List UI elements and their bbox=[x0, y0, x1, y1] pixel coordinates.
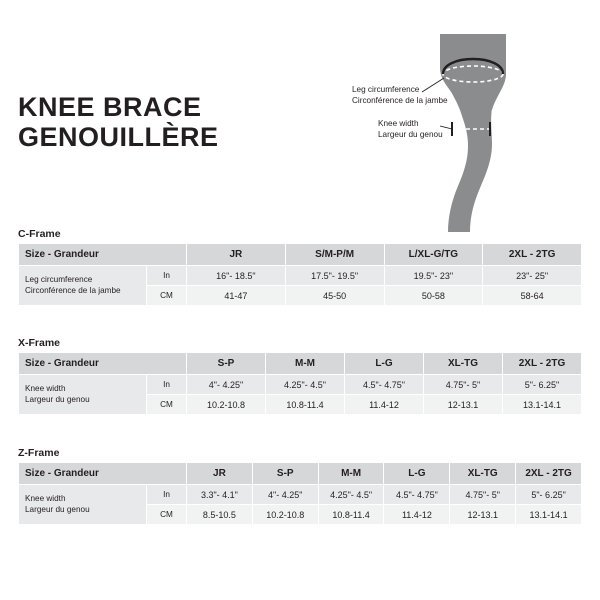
header-size-0: S-P bbox=[187, 353, 266, 375]
leg-illustration bbox=[340, 34, 590, 234]
cell-in-3: 4.75"- 5" bbox=[424, 375, 503, 395]
cell-cm-2: 11.4-12 bbox=[345, 395, 424, 415]
size-table-x-frame bbox=[18, 352, 582, 415]
cell-cm-1: 45-50 bbox=[285, 286, 384, 306]
table-row bbox=[19, 375, 582, 395]
section-label-c-frame: C-Frame bbox=[18, 228, 61, 240]
cell-in-0: 16"- 18.5" bbox=[187, 266, 286, 286]
table-row bbox=[19, 485, 582, 505]
header-size-2: M-M bbox=[318, 463, 384, 485]
header-size-2: L/XL-G/TG bbox=[384, 244, 483, 266]
measure-french: Circonférence de la jambe bbox=[25, 285, 121, 295]
cell-in-4: 4.75"- 5" bbox=[450, 485, 516, 505]
table-block-x-frame bbox=[18, 337, 582, 415]
header-size-3: XL-TG bbox=[424, 353, 503, 375]
section-label-z-frame: Z-Frame bbox=[18, 447, 60, 459]
header-size-1: S/M-P/M bbox=[285, 244, 384, 266]
callout-knee-french: Largeur du genou bbox=[378, 130, 443, 140]
size-table-z-frame bbox=[18, 462, 582, 525]
callout-leg-english: Leg circumference bbox=[352, 85, 420, 94]
title-line-french: GENOUILLÈRE bbox=[18, 122, 219, 153]
table-header-row bbox=[19, 353, 582, 375]
row-unit-in: In bbox=[147, 266, 187, 286]
measure-french: Largeur du genou bbox=[25, 504, 90, 514]
page-title bbox=[18, 92, 219, 152]
callout-knee-width bbox=[378, 118, 443, 140]
thigh-shape bbox=[440, 34, 506, 110]
cell-in-4: 5"- 6.25" bbox=[503, 375, 582, 395]
header-size-1: M-M bbox=[266, 353, 345, 375]
cell-in-0: 4"- 4.25" bbox=[187, 375, 266, 395]
row-unit-cm: CM bbox=[147, 286, 187, 306]
cell-in-1: 4.25"- 4.5" bbox=[266, 375, 345, 395]
measure-english: Knee width bbox=[25, 493, 66, 503]
title-line-english: KNEE BRACE bbox=[18, 92, 202, 122]
table-block-c-frame bbox=[18, 228, 582, 306]
cell-in-3: 23"- 25" bbox=[483, 266, 582, 286]
cell-in-3: 4.5"- 4.75" bbox=[384, 485, 450, 505]
cell-cm-5: 13.1-14.1 bbox=[516, 505, 582, 525]
header-size-3: 2XL - 2TG bbox=[483, 244, 582, 266]
header-size-2: L-G bbox=[345, 353, 424, 375]
callout-knee-english: Knee width bbox=[378, 119, 419, 128]
row-unit-cm: CM bbox=[147, 395, 187, 415]
cell-cm-0: 10.2-10.8 bbox=[187, 395, 266, 415]
cell-cm-3: 58-64 bbox=[483, 286, 582, 306]
cell-cm-2: 50-58 bbox=[384, 286, 483, 306]
cell-cm-3: 11.4-12 bbox=[384, 505, 450, 525]
header-size-label: Size - Grandeur bbox=[19, 463, 187, 485]
cell-cm-1: 10.2-10.8 bbox=[252, 505, 318, 525]
cell-cm-2: 10.8-11.4 bbox=[318, 505, 384, 525]
cell-in-0: 3.3"- 4.1" bbox=[187, 485, 253, 505]
row-measure-label bbox=[19, 375, 147, 415]
cell-cm-4: 12-13.1 bbox=[450, 505, 516, 525]
table-row bbox=[19, 266, 582, 286]
header-size-5: 2XL - 2TG bbox=[516, 463, 582, 485]
cell-in-2: 4.25"- 4.5" bbox=[318, 485, 384, 505]
table-header-row bbox=[19, 463, 582, 485]
table-header-row bbox=[19, 244, 582, 266]
cell-cm-1: 10.8-11.4 bbox=[266, 395, 345, 415]
cell-cm-4: 13.1-14.1 bbox=[503, 395, 582, 415]
section-label-x-frame: X-Frame bbox=[18, 337, 61, 349]
callout-leg-circumference bbox=[352, 84, 448, 106]
row-unit-in: In bbox=[147, 485, 187, 505]
header-size-label: Size - Grandeur bbox=[19, 244, 187, 266]
cell-in-2: 4.5"- 4.75" bbox=[345, 375, 424, 395]
cell-cm-3: 12-13.1 bbox=[424, 395, 503, 415]
header-size-3: L-G bbox=[384, 463, 450, 485]
header-size-0: JR bbox=[187, 463, 253, 485]
header-size-0: JR bbox=[187, 244, 286, 266]
cell-in-1: 17.5"- 19.5" bbox=[285, 266, 384, 286]
size-table-c-frame bbox=[18, 243, 582, 306]
row-unit-cm: CM bbox=[147, 505, 187, 525]
row-measure-label bbox=[19, 266, 147, 306]
header-size-4: XL-TG bbox=[450, 463, 516, 485]
cell-in-1: 4"- 4.25" bbox=[252, 485, 318, 505]
table-block-z-frame bbox=[18, 447, 582, 525]
header-size-label: Size - Grandeur bbox=[19, 353, 187, 375]
cell-in-2: 19.5"- 23" bbox=[384, 266, 483, 286]
header-size-1: S-P bbox=[252, 463, 318, 485]
cell-cm-0: 8.5-10.5 bbox=[187, 505, 253, 525]
callout-leg-french: Circonférence de la jambe bbox=[352, 96, 448, 106]
row-measure-label bbox=[19, 485, 147, 525]
row-unit-in: In bbox=[147, 375, 187, 395]
cell-cm-0: 41-47 bbox=[187, 286, 286, 306]
header-size-4: 2XL - 2TG bbox=[503, 353, 582, 375]
measure-english: Leg circumference bbox=[25, 274, 93, 284]
measure-english: Knee width bbox=[25, 383, 66, 393]
measure-french: Largeur du genou bbox=[25, 394, 90, 404]
cell-in-5: 5"- 6.25" bbox=[516, 485, 582, 505]
